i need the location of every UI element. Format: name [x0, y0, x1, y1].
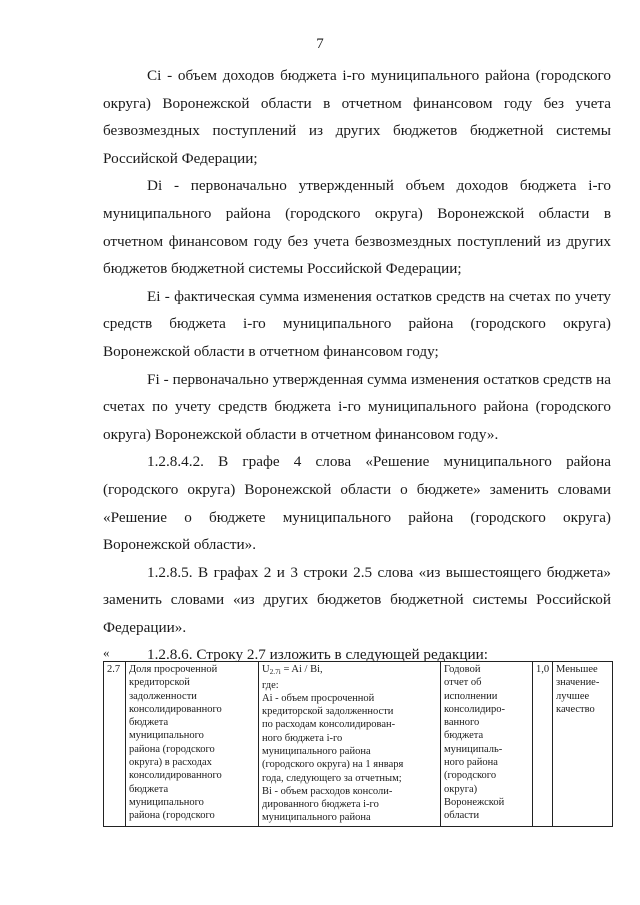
method-line: где:	[262, 679, 279, 691]
method-line: ного бюджета i-го	[262, 732, 343, 744]
quality-line: Меньшее	[556, 664, 598, 675]
indicator-name-line: муниципального	[129, 796, 204, 808]
paragraph-1-2-8-4-2: 1.2.8.4.2. В графе 4 слова «Решение муниципального района (городского округа) Воронежской области о бюджете» заменить словами «Решение о бюджете муниципального района (городского округа) Воронежской области».	[103, 453, 611, 554]
calculation-method-cell	[259, 662, 441, 827]
source-line: муниципаль-	[444, 743, 503, 755]
opening-quote: «	[103, 645, 110, 660]
weight-cell: 1,0	[533, 662, 553, 827]
indicator-name-line: бюджета	[129, 783, 169, 795]
paragraph-d: Di - первоначально утвержденный объем доходов бюджета i-го муниципального района (городского округа) Воронежской области в отчетном финансовом году без учета безвозмездных поступлений из других бюджетов бюджетной системы Российской Федерации;	[103, 177, 611, 278]
method-line: Bi - объем расходов консоли-	[262, 785, 393, 797]
source-line: округа)	[444, 783, 478, 795]
paragraph-c: Ci - объем доходов бюджета i-го муниципального района (городского округа) Воронежской области в отчетном финансовом году без учета безвозмездных поступлений из других бюджетов бюджетной системы Российской Федерации;	[103, 67, 611, 167]
source-line: бюджета	[444, 730, 484, 742]
table-row	[104, 662, 613, 827]
indicator-name-line: кредиторской	[129, 677, 190, 689]
method-line: дированного бюджета i-го	[262, 799, 379, 811]
paragraph-f: Fi - первоначально утвержденная сумма изменения остатков средств на счетах по учету средств бюджета i-го муниципального района (городского округа) Воронежской области в отчетном финансовом году».	[103, 370, 611, 443]
source-line: исполнении	[444, 690, 498, 702]
method-line: кредиторской задолженности	[262, 706, 394, 718]
source-line: области	[444, 810, 480, 822]
indicator-name-cell	[126, 662, 259, 827]
method-line: муниципального района	[262, 745, 371, 757]
source-line: ного района	[444, 757, 498, 769]
indicator-name-line: района (городского	[129, 743, 215, 755]
document-body	[103, 62, 611, 669]
quality-line: лучшее	[556, 690, 590, 702]
method-line: муниципального района	[262, 812, 371, 824]
source-line: консолидиро-	[444, 703, 506, 715]
indicator-name-line: задолженности	[129, 690, 197, 702]
quality-line: качество	[556, 703, 595, 715]
source-line: Годовой	[444, 664, 481, 675]
row-number-cell: 2.7	[104, 662, 126, 827]
indicator-name-line: муниципального	[129, 730, 204, 742]
indicator-table	[103, 661, 613, 827]
indicator-name-line: консолидированного	[129, 770, 222, 782]
paragraph-e: Ei - фактическая сумма изменения остатков средств на счетах по учету средств бюджета i-го муниципального района (городского округа) Воронежской области в отчетном финансовом году;	[103, 287, 611, 360]
indicator-name-line: района (городского	[129, 810, 215, 822]
source-line: ванного	[444, 717, 480, 729]
method-line: Ai - объем просроченной	[262, 692, 375, 704]
indicator-name-line: Доля просроченной	[129, 664, 218, 675]
indicator-name-line: бюджета	[129, 717, 169, 729]
method-line: по расходам консолидирован-	[262, 719, 396, 731]
method-line: года, следующего за отчетным;	[262, 772, 402, 784]
source-line: отчет об	[444, 677, 482, 689]
quality-line: значение-	[556, 677, 600, 689]
page-number: 7	[316, 36, 324, 52]
source-line: (городского	[444, 770, 497, 782]
paragraph-1-2-8-6: 1.2.8.6. Строку 2.7 изложить в следующей редакции:	[147, 646, 488, 664]
paragraph-1-2-8-5: 1.2.8.5. В графах 2 и 3 строки 2.5 слова «из вышестоящего бюджета» заменить словами «из других бюджетов бюджетной системы Российской Федерации».	[103, 563, 611, 636]
method-line: (городского округа) на 1 января	[262, 759, 404, 771]
indicator-name-line: консолидированного	[129, 703, 222, 715]
data-source-cell	[441, 662, 533, 827]
quality-cell	[553, 662, 613, 827]
formula: $U_{2.7i} = Ai / Bi$,	[262, 664, 323, 677]
indicator-name-line: округа) в расходах	[129, 757, 212, 769]
source-line: Воронежской	[444, 796, 505, 808]
